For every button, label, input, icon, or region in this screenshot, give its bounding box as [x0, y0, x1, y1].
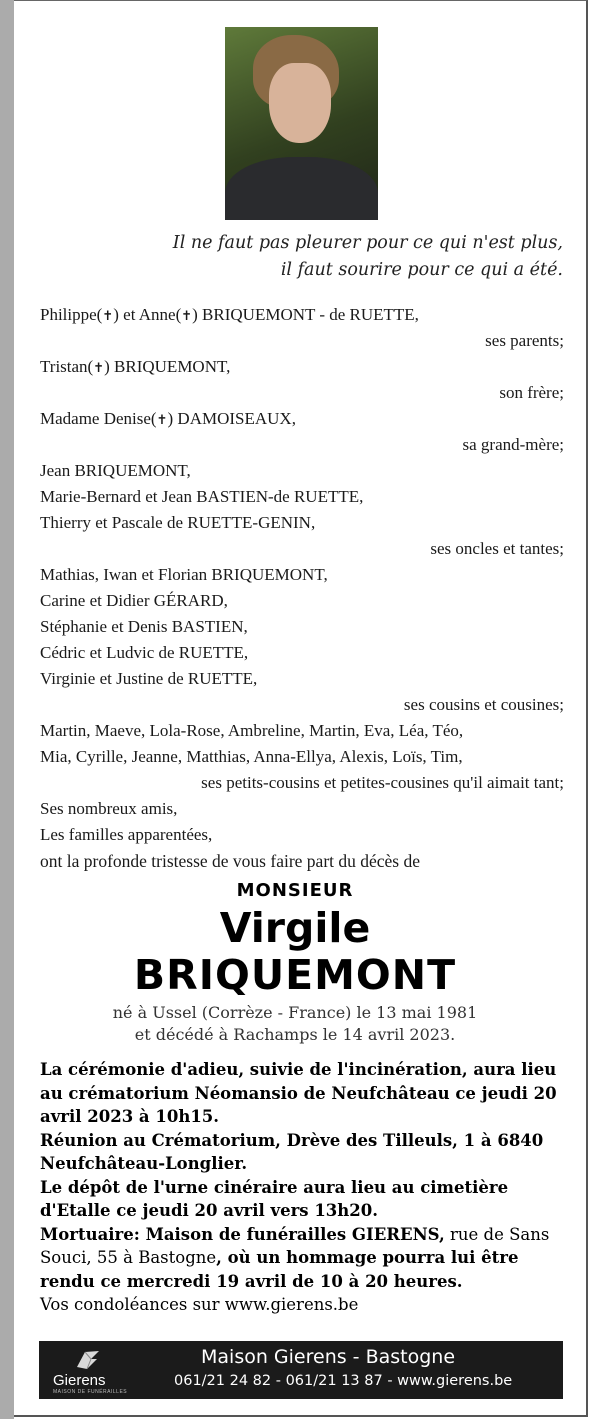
logo-name: Gierens: [53, 1372, 106, 1389]
friends-line: Ses nombreux amis,: [40, 799, 178, 818]
uncles-role: ses oncles et tantes;: [430, 539, 564, 558]
cousin-line: Mathias, Iwan et Florian BRIQUEMONT,: [40, 565, 328, 584]
left-margin-bar: [0, 0, 14, 1419]
cross-icon: ✝: [102, 309, 114, 324]
funeral-home-banner: [39, 1341, 563, 1399]
parents-role: ses parents;: [485, 331, 564, 350]
honorific: MONSIEUR: [236, 880, 354, 901]
grandmother-role: sa grand-mère;: [462, 435, 564, 454]
banner-title: Maison Gierens - Bastogne: [201, 1346, 456, 1368]
banner-contact: 061/21 24 82 - 061/21 13 87 - www.gierens.be: [174, 1373, 513, 1389]
logo-subtitle: MAISON DE FUNÉRAILLES: [53, 1389, 128, 1395]
birth-death-info: [0, 1002, 590, 1046]
cousin-line: Virginie et Justine de RUETTE,: [40, 669, 258, 688]
ceremony-paragraph: La cérémonie d'adieu, suivie de l'incinération, aura lieu au crématorium Néomansio de Neufchâteau ce jeudi 20 avril 2023 à 10h15.: [40, 1060, 557, 1126]
quote-line-2: il faut sourire pour ce qui a été.: [280, 260, 563, 280]
birth-line: né à Ussel (Corrèze - France) le 13 mai 1981: [112, 1003, 478, 1022]
cousin-line: Carine et Didier GÉRARD,: [40, 591, 228, 610]
family-grandmother: Madame Denise(✝) DAMOISEAUX,: [40, 409, 296, 428]
uncle-line: Thierry et Pascale de RUETTE-GENIN,: [40, 513, 316, 532]
second-cousin-line: Mia, Cyrille, Jeanne, Matthias, Anna-Ellya, Alexis, Loïs, Tim,: [40, 747, 463, 766]
condolences-line: Vos condoléances sur www.gierens.be: [40, 1295, 359, 1314]
mortuary-paragraph: Mortuaire: Maison de funérailles GIERENS, rue de Sans Souci, 55 à Bastogne, où un hommage pourra lui être rendu ce mercredi 19 avril de 10 à 20 heures.: [40, 1224, 550, 1291]
deceased-first-name: Virgile: [219, 904, 371, 952]
second-cousins-role: ses petits-cousins et petites-cousines qu'il aimait tant;: [201, 773, 564, 792]
cross-icon: ✝: [156, 413, 168, 428]
quote-line-1: Il ne faut pas pleurer pour ce qui n'est plus,: [172, 233, 563, 253]
meeting-paragraph: Réunion au Crématorium, Drève des Tilleuls, 1 à 6840 Neufchâteau-Longlier.: [40, 1130, 544, 1173]
uncle-line: Jean BRIQUEMONT,: [40, 461, 191, 480]
memorial-quote: [63, 230, 563, 284]
funeral-home-logo-icon: [75, 1349, 101, 1371]
cross-icon: ✝: [93, 361, 105, 376]
cousin-line: Cédric et Ludvic de RUETTE,: [40, 643, 249, 662]
cousin-line: Stéphanie et Denis BASTIEN,: [40, 617, 248, 636]
families-line: Les familles apparentées,: [40, 825, 213, 844]
uncle-line: Marie-Bernard et Jean BASTIEN-de RUETTE,: [40, 487, 364, 506]
portrait-photo: [225, 27, 378, 220]
cousins-role: ses cousins et cousines;: [403, 695, 564, 714]
second-cousin-line: Martin, Maeve, Lola-Rose, Ambreline, Martin, Eva, Léa, Téo,: [40, 721, 464, 740]
brother-role: son frère;: [499, 383, 564, 402]
ceremony-details: [40, 1058, 565, 1317]
urn-paragraph: Le dépôt de l'urne cinéraire aura lieu au cimetière d'Etalle ce jeudi 20 avril vers 13h20.: [40, 1177, 509, 1220]
family-parents: Philippe(✝) et Anne(✝) BRIQUEMONT - de RUETTE,: [40, 305, 419, 324]
deceased-last-name: BRIQUEMONT: [133, 951, 457, 999]
family-brother: Tristan(✝) BRIQUEMONT,: [40, 357, 231, 376]
death-line: et décédé à Rachamps le 14 avril 2023.: [134, 1025, 456, 1044]
cross-icon: ✝: [181, 309, 193, 324]
announcement: ont la profonde tristesse de vous faire part du décès de: [40, 851, 421, 871]
